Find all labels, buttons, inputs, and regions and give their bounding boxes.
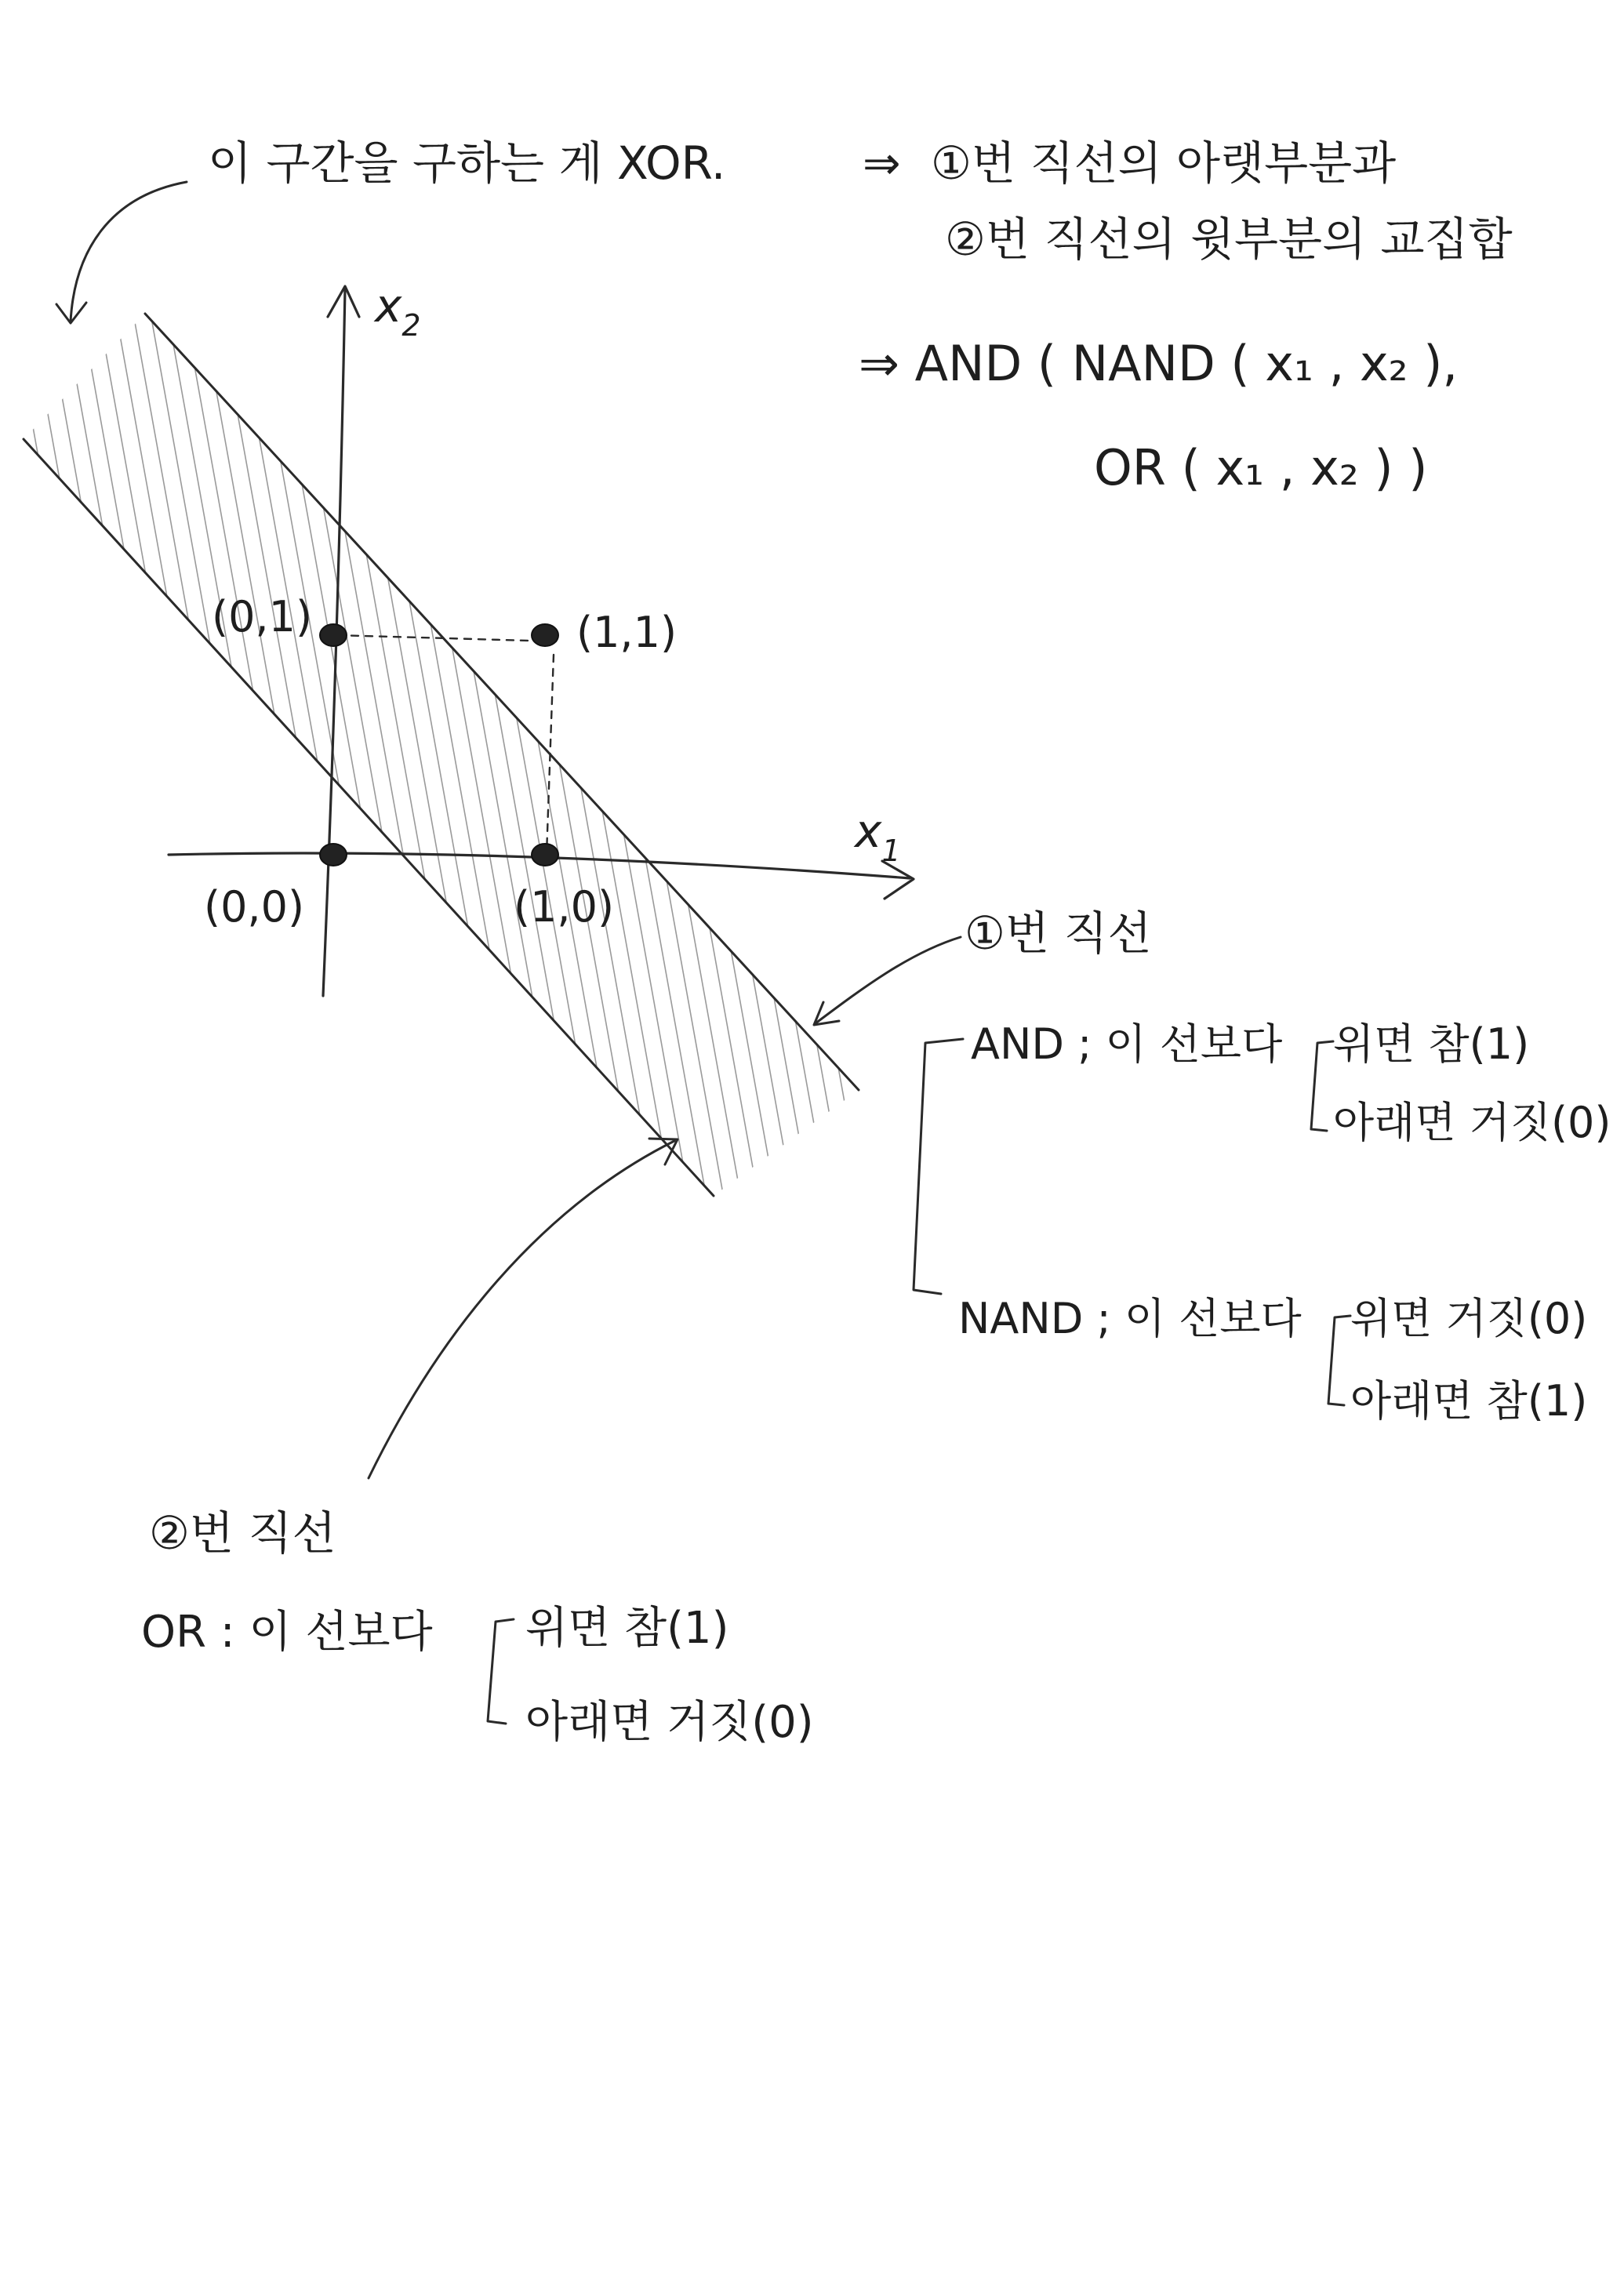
- hatch-stroke: [792, 235, 990, 1333]
- xor-formula-line-2: OR ( x₁ , x₂ ) ): [1094, 439, 1428, 496]
- and-below-value: 아래면 거짓(0): [1333, 1098, 1611, 1147]
- hatch-stroke: [1344, 235, 1542, 1333]
- hatch-stroke: [1206, 235, 1404, 1333]
- hatch-stroke: [0, 235, 93, 1333]
- or-above-value: 위면 참(1): [525, 1603, 729, 1654]
- and-rule-label: AND ; 이 선보다: [971, 1019, 1283, 1069]
- hatch-stroke: [1189, 235, 1386, 1333]
- line1-lower-part-note: ⇒ ①번 직선의 아랫부분과: [863, 136, 1397, 190]
- point-label: (0,0): [204, 882, 305, 932]
- hatch-stroke: [878, 235, 1076, 1333]
- nand-below-value: 아래면 참(1): [1350, 1376, 1588, 1426]
- hatch-stroke: [0, 235, 179, 1333]
- xor-formula-line-1: ⇒ AND ( NAND ( x₁ , x₂ ),: [859, 335, 1459, 392]
- hatch-stroke: [0, 235, 144, 1333]
- hatch-stroke: [0, 235, 24, 1333]
- hatch-stroke: [0, 235, 162, 1333]
- decision-line-2: [24, 439, 714, 1196]
- hatch-stroke: [1292, 235, 1490, 1333]
- line1-arrow: [814, 937, 961, 1025]
- hatch-stroke: [654, 235, 852, 1333]
- hatch-stroke: [1051, 235, 1248, 1333]
- hatch-stroke: [965, 235, 1162, 1333]
- hatch-stroke: [0, 235, 110, 1333]
- data-point: [532, 624, 558, 646]
- hatch-stroke: [1517, 235, 1624, 1333]
- line2-arrow: [369, 1139, 678, 1478]
- hatch-stroke: [1482, 235, 1624, 1333]
- hatch-stroke: [775, 235, 972, 1333]
- hatch-stroke: [1068, 235, 1266, 1333]
- nand-rule-label: NAND ; 이 선보다: [958, 1294, 1302, 1343]
- hatch-stroke: [136, 235, 334, 1333]
- point-label: (1,0): [514, 882, 615, 932]
- hatch-stroke: [809, 235, 1007, 1333]
- line1-title: ①번 직선: [965, 906, 1152, 960]
- hatch-stroke: [723, 235, 921, 1333]
- points-layer: [204, 592, 677, 932]
- hatch-stroke: [1620, 235, 1624, 1333]
- hatch-stroke: [740, 235, 938, 1333]
- hatch-stroke: [154, 235, 351, 1333]
- hatch-stroke: [1603, 235, 1624, 1333]
- line2-title: ②번 직선: [149, 1506, 336, 1560]
- hatch-stroke: [896, 235, 1093, 1333]
- hatch-stroke: [0, 235, 58, 1333]
- hatch-stroke: [0, 235, 6, 1333]
- hatch-stroke: [1586, 235, 1624, 1333]
- hatch-stroke: [999, 235, 1197, 1333]
- hatch-stroke: [1551, 235, 1624, 1333]
- line1-rules: [914, 1019, 1611, 1426]
- hatch-stroke: [1258, 235, 1455, 1333]
- hatch-stroke: [1223, 235, 1421, 1333]
- hatch-stroke: [1396, 235, 1593, 1333]
- decision-line-1: [145, 314, 859, 1090]
- hatch-stroke: [1310, 235, 1507, 1333]
- data-point: [532, 844, 558, 866]
- hatch-stroke: [947, 235, 1145, 1333]
- hatch-stroke: [1327, 235, 1524, 1333]
- hatch-stroke: [1499, 235, 1624, 1333]
- hatch-stroke: [1413, 235, 1611, 1333]
- hatch-stroke: [1465, 235, 1624, 1333]
- hatch-stroke: [0, 235, 41, 1333]
- data-point: [320, 624, 347, 646]
- hatch-stroke: [1534, 235, 1624, 1333]
- hatch-stroke: [550, 235, 748, 1333]
- hatch-stroke: [913, 235, 1110, 1333]
- note-arrow: [56, 182, 187, 323]
- hatch-stroke: [827, 235, 1024, 1333]
- line2-upper-part-note: ②번 직선의 윗부분의 교집합: [945, 213, 1513, 266]
- hatch-stroke: [1275, 235, 1473, 1333]
- hatch-stroke: [0, 235, 127, 1333]
- hatch-stroke: [1430, 235, 1624, 1333]
- hatch-stroke: [982, 235, 1179, 1333]
- hatch-stroke: [1085, 235, 1283, 1333]
- hatch-stroke: [0, 235, 75, 1333]
- hatch-stroke: [1034, 235, 1231, 1333]
- hatch-stroke: [1361, 235, 1559, 1333]
- hatch-stroke: [1448, 235, 1624, 1333]
- hatch-stroke: [1120, 235, 1317, 1333]
- hatch-stroke: [585, 235, 783, 1333]
- hatch-stroke: [1172, 235, 1369, 1333]
- hatch-stroke: [861, 235, 1059, 1333]
- and-above-value: 위면 참(1): [1333, 1019, 1530, 1069]
- data-point: [320, 844, 347, 866]
- hatch-stroke: [1379, 235, 1576, 1333]
- xor-region-note: 이 구간을 구하는 게 XOR.: [208, 136, 726, 190]
- hatch-stroke: [1568, 235, 1624, 1333]
- point-label: (1,1): [576, 608, 678, 657]
- hatch-stroke: [1016, 235, 1214, 1333]
- hatch-stroke: [568, 235, 765, 1333]
- hatch-stroke: [1241, 235, 1438, 1333]
- hatch-stroke: [1103, 235, 1300, 1333]
- hatch-stroke: [758, 235, 955, 1333]
- point-label: (0,1): [212, 592, 313, 641]
- hatch-stroke: [1137, 235, 1335, 1333]
- or-rule-label: OR : 이 선보다: [141, 1607, 433, 1658]
- or-below-value: 아래면 거짓(0): [525, 1697, 814, 1748]
- x1-axis-label: $x_1$: [855, 805, 901, 868]
- xor-region-hatching: [0, 235, 1624, 1333]
- hatch-stroke: [1154, 235, 1352, 1333]
- hatch-stroke: [844, 235, 1041, 1333]
- nand-above-value: 위면 거짓(0): [1350, 1294, 1588, 1343]
- line2-rules: [141, 1603, 814, 1748]
- hatch-stroke: [930, 235, 1128, 1333]
- x2-axis-label: $x_2$: [375, 279, 421, 343]
- implies-symbol: ⇒: [863, 136, 901, 190]
